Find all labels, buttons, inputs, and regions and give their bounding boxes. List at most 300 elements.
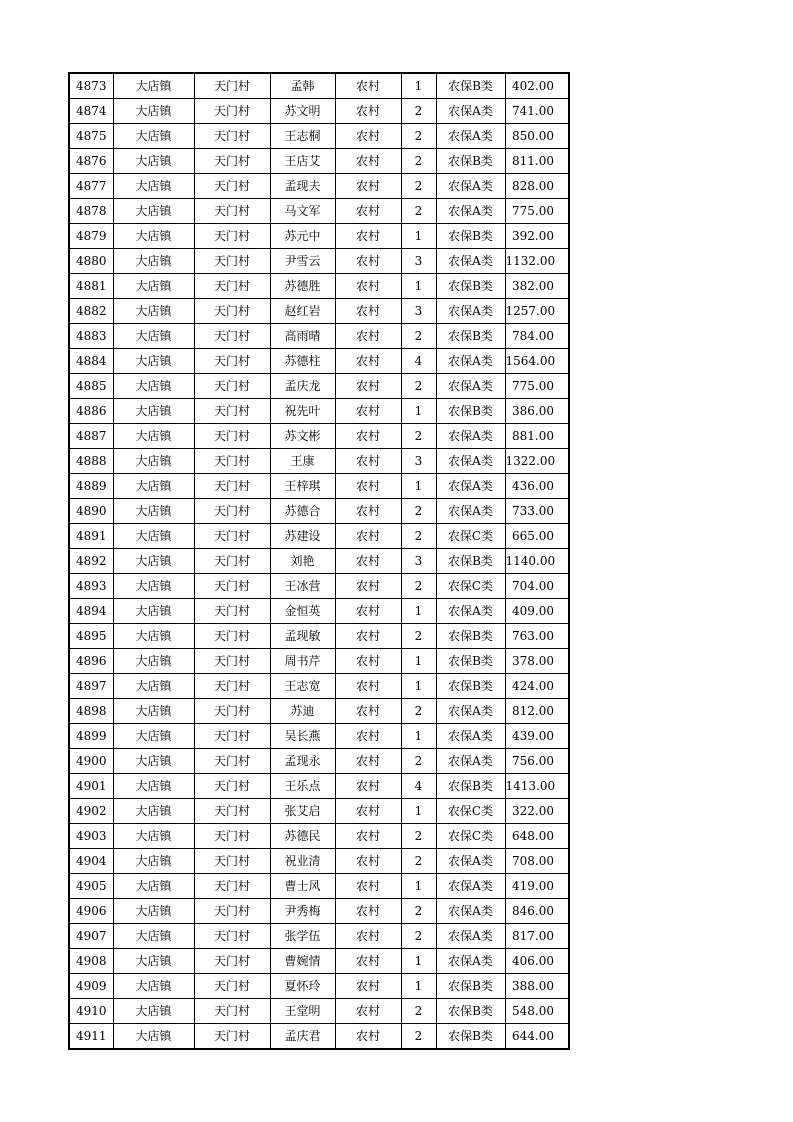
- member-count-cell: 2: [401, 749, 436, 774]
- village-cell: 天门村: [194, 624, 270, 649]
- table-body: [69, 73, 569, 1049]
- name-cell: 孟庆龙: [270, 374, 335, 399]
- table-row: [69, 374, 569, 399]
- name-cell: 苏文彬: [270, 424, 335, 449]
- insurance-class-cell: 农保A类: [436, 849, 505, 874]
- amount-cell: 1140.00: [505, 549, 569, 574]
- household-type-cell: 农村: [335, 449, 401, 474]
- village-cell: 天门村: [194, 224, 270, 249]
- amount-cell: 733.00: [505, 499, 569, 524]
- name-cell: 孟现永: [270, 749, 335, 774]
- village-cell: 天门村: [194, 149, 270, 174]
- village-cell: 天门村: [194, 99, 270, 124]
- household-type-cell: 农村: [335, 524, 401, 549]
- village-cell: 天门村: [194, 874, 270, 899]
- table-row: [69, 674, 569, 699]
- amount-cell: 402.00: [505, 73, 569, 99]
- household-type-cell: 农村: [335, 99, 401, 124]
- town-cell: 大店镇: [113, 174, 194, 199]
- insurance-class-cell: 农保A类: [436, 949, 505, 974]
- row-number-cell: 4879: [69, 224, 113, 249]
- table-row: [69, 324, 569, 349]
- member-count-cell: 2: [401, 849, 436, 874]
- town-cell: 大店镇: [113, 849, 194, 874]
- town-cell: 大店镇: [113, 624, 194, 649]
- town-cell: 大店镇: [113, 324, 194, 349]
- town-cell: 大店镇: [113, 474, 194, 499]
- village-cell: 天门村: [194, 199, 270, 224]
- table-row: [69, 774, 569, 799]
- row-number-cell: 4902: [69, 799, 113, 824]
- name-cell: 苏德柱: [270, 349, 335, 374]
- town-cell: 大店镇: [113, 374, 194, 399]
- row-number-cell: 4899: [69, 724, 113, 749]
- town-cell: 大店镇: [113, 149, 194, 174]
- town-cell: 大店镇: [113, 799, 194, 824]
- household-type-cell: 农村: [335, 824, 401, 849]
- household-type-cell: 农村: [335, 699, 401, 724]
- amount-cell: 388.00: [505, 974, 569, 999]
- household-type-cell: 农村: [335, 924, 401, 949]
- row-number-cell: 4881: [69, 274, 113, 299]
- table-row: [69, 924, 569, 949]
- household-type-cell: 农村: [335, 249, 401, 274]
- amount-cell: 1322.00: [505, 449, 569, 474]
- name-cell: 苏德胜: [270, 274, 335, 299]
- table-row: [69, 974, 569, 999]
- household-type-cell: 农村: [335, 649, 401, 674]
- table-row: [69, 899, 569, 924]
- town-cell: 大店镇: [113, 974, 194, 999]
- amount-cell: 828.00: [505, 174, 569, 199]
- household-type-cell: 农村: [335, 874, 401, 899]
- row-number-cell: 4877: [69, 174, 113, 199]
- village-cell: 天门村: [194, 649, 270, 674]
- name-cell: 王康: [270, 449, 335, 474]
- amount-cell: 784.00: [505, 324, 569, 349]
- household-type-cell: 农村: [335, 724, 401, 749]
- table-row: [69, 624, 569, 649]
- town-cell: 大店镇: [113, 73, 194, 99]
- amount-cell: 409.00: [505, 599, 569, 624]
- table-row: [69, 549, 569, 574]
- table-row: [69, 724, 569, 749]
- row-number-cell: 4888: [69, 449, 113, 474]
- row-number-cell: 4892: [69, 549, 113, 574]
- town-cell: 大店镇: [113, 649, 194, 674]
- amount-cell: 648.00: [505, 824, 569, 849]
- insurance-class-cell: 农保B类: [436, 999, 505, 1024]
- row-number-cell: 4891: [69, 524, 113, 549]
- name-cell: 苏文明: [270, 99, 335, 124]
- amount-cell: 392.00: [505, 224, 569, 249]
- village-cell: 天门村: [194, 799, 270, 824]
- town-cell: 大店镇: [113, 524, 194, 549]
- household-type-cell: 农村: [335, 499, 401, 524]
- town-cell: 大店镇: [113, 599, 194, 624]
- insurance-class-cell: 农保B类: [436, 274, 505, 299]
- insurance-class-cell: 农保A类: [436, 174, 505, 199]
- table-row: [69, 274, 569, 299]
- household-type-cell: 农村: [335, 149, 401, 174]
- table-row: [69, 649, 569, 674]
- member-count-cell: 4: [401, 774, 436, 799]
- amount-cell: 419.00: [505, 874, 569, 899]
- village-cell: 天门村: [194, 574, 270, 599]
- member-count-cell: 4: [401, 349, 436, 374]
- name-cell: 孟庆君: [270, 1024, 335, 1050]
- row-number-cell: 4887: [69, 424, 113, 449]
- village-cell: 天门村: [194, 1024, 270, 1050]
- village-cell: 天门村: [194, 724, 270, 749]
- insurance-class-cell: 农保B类: [436, 649, 505, 674]
- row-number-cell: 4873: [69, 73, 113, 99]
- insurance-class-cell: 农保C类: [436, 574, 505, 599]
- village-cell: 天门村: [194, 274, 270, 299]
- insurance-class-cell: 农保B类: [436, 149, 505, 174]
- insurance-class-cell: 农保C类: [436, 824, 505, 849]
- amount-cell: 708.00: [505, 849, 569, 874]
- insurance-class-cell: 农保C类: [436, 799, 505, 824]
- table-row: [69, 399, 569, 424]
- table-row: [69, 1024, 569, 1050]
- row-number-cell: 4876: [69, 149, 113, 174]
- row-number-cell: 4884: [69, 349, 113, 374]
- insurance-class-cell: 农保A类: [436, 874, 505, 899]
- row-number-cell: 4909: [69, 974, 113, 999]
- village-cell: 天门村: [194, 299, 270, 324]
- member-count-cell: 1: [401, 73, 436, 99]
- name-cell: 高雨晴: [270, 324, 335, 349]
- row-number-cell: 4911: [69, 1024, 113, 1050]
- town-cell: 大店镇: [113, 874, 194, 899]
- insurance-class-cell: 农保B类: [436, 624, 505, 649]
- member-count-cell: 2: [401, 199, 436, 224]
- insurance-class-cell: 农保C类: [436, 524, 505, 549]
- table-row: [69, 849, 569, 874]
- town-cell: 大店镇: [113, 249, 194, 274]
- town-cell: 大店镇: [113, 574, 194, 599]
- row-number-cell: 4898: [69, 699, 113, 724]
- town-cell: 大店镇: [113, 699, 194, 724]
- village-cell: 天门村: [194, 349, 270, 374]
- row-number-cell: 4880: [69, 249, 113, 274]
- village-cell: 天门村: [194, 249, 270, 274]
- village-cell: 天门村: [194, 549, 270, 574]
- table-row: [69, 749, 569, 774]
- row-number-cell: 4874: [69, 99, 113, 124]
- table-row: [69, 199, 569, 224]
- amount-cell: 424.00: [505, 674, 569, 699]
- village-cell: 天门村: [194, 424, 270, 449]
- household-type-cell: 农村: [335, 899, 401, 924]
- town-cell: 大店镇: [113, 399, 194, 424]
- name-cell: 曹婉情: [270, 949, 335, 974]
- name-cell: 苏德民: [270, 824, 335, 849]
- member-count-cell: 1: [401, 874, 436, 899]
- member-count-cell: 2: [401, 149, 436, 174]
- member-count-cell: 2: [401, 374, 436, 399]
- row-number-cell: 4882: [69, 299, 113, 324]
- row-number-cell: 4894: [69, 599, 113, 624]
- table-row: [69, 874, 569, 899]
- member-count-cell: 1: [401, 974, 436, 999]
- insurance-class-cell: 农保B类: [436, 774, 505, 799]
- household-type-cell: 农村: [335, 374, 401, 399]
- household-type-cell: 农村: [335, 999, 401, 1024]
- village-cell: 天门村: [194, 174, 270, 199]
- name-cell: 苏元中: [270, 224, 335, 249]
- town-cell: 大店镇: [113, 899, 194, 924]
- name-cell: 尹雪云: [270, 249, 335, 274]
- amount-cell: 1564.00: [505, 349, 569, 374]
- name-cell: 刘艳: [270, 549, 335, 574]
- name-cell: 王店艾: [270, 149, 335, 174]
- row-number-cell: 4906: [69, 899, 113, 924]
- town-cell: 大店镇: [113, 349, 194, 374]
- amount-cell: 382.00: [505, 274, 569, 299]
- member-count-cell: 1: [401, 599, 436, 624]
- member-count-cell: 1: [401, 474, 436, 499]
- member-count-cell: 1: [401, 274, 436, 299]
- table-row: [69, 949, 569, 974]
- member-count-cell: 2: [401, 899, 436, 924]
- row-number-cell: 4896: [69, 649, 113, 674]
- table-row: [69, 799, 569, 824]
- household-type-cell: 农村: [335, 224, 401, 249]
- row-number-cell: 4900: [69, 749, 113, 774]
- village-cell: 天门村: [194, 899, 270, 924]
- insurance-class-cell: 农保A类: [436, 474, 505, 499]
- village-cell: 天门村: [194, 999, 270, 1024]
- row-number-cell: 4890: [69, 499, 113, 524]
- insurance-class-cell: 农保A类: [436, 424, 505, 449]
- name-cell: 马文军: [270, 199, 335, 224]
- town-cell: 大店镇: [113, 749, 194, 774]
- name-cell: 吴长燕: [270, 724, 335, 749]
- name-cell: 祝先叶: [270, 399, 335, 424]
- member-count-cell: 2: [401, 924, 436, 949]
- village-cell: 天门村: [194, 474, 270, 499]
- data-table: [68, 72, 570, 1050]
- name-cell: 张学伍: [270, 924, 335, 949]
- row-number-cell: 4885: [69, 374, 113, 399]
- row-number-cell: 4893: [69, 574, 113, 599]
- name-cell: 张艾启: [270, 799, 335, 824]
- town-cell: 大店镇: [113, 674, 194, 699]
- amount-cell: 756.00: [505, 749, 569, 774]
- member-count-cell: 2: [401, 999, 436, 1024]
- name-cell: 赵红岩: [270, 299, 335, 324]
- household-type-cell: 农村: [335, 774, 401, 799]
- table-row: [69, 474, 569, 499]
- town-cell: 大店镇: [113, 274, 194, 299]
- amount-cell: 439.00: [505, 724, 569, 749]
- member-count-cell: 2: [401, 124, 436, 149]
- village-cell: 天门村: [194, 849, 270, 874]
- village-cell: 天门村: [194, 824, 270, 849]
- table-row: [69, 149, 569, 174]
- table-row: [69, 999, 569, 1024]
- insurance-class-cell: 农保A类: [436, 924, 505, 949]
- insurance-class-cell: 农保A类: [436, 124, 505, 149]
- insurance-class-cell: 农保A类: [436, 249, 505, 274]
- town-cell: 大店镇: [113, 299, 194, 324]
- name-cell: 苏迪: [270, 699, 335, 724]
- row-number-cell: 4889: [69, 474, 113, 499]
- name-cell: 苏建设: [270, 524, 335, 549]
- table-row: [69, 124, 569, 149]
- member-count-cell: 2: [401, 1024, 436, 1050]
- town-cell: 大店镇: [113, 999, 194, 1024]
- row-number-cell: 4910: [69, 999, 113, 1024]
- table-row: [69, 174, 569, 199]
- town-cell: 大店镇: [113, 549, 194, 574]
- village-cell: 天门村: [194, 599, 270, 624]
- row-number-cell: 4903: [69, 824, 113, 849]
- name-cell: 孟韩: [270, 73, 335, 99]
- row-number-cell: 4883: [69, 324, 113, 349]
- member-count-cell: 1: [401, 224, 436, 249]
- row-number-cell: 4908: [69, 949, 113, 974]
- amount-cell: 817.00: [505, 924, 569, 949]
- name-cell: 周书芹: [270, 649, 335, 674]
- insurance-class-cell: 农保B类: [436, 224, 505, 249]
- village-cell: 天门村: [194, 124, 270, 149]
- insurance-class-cell: 农保A类: [436, 749, 505, 774]
- name-cell: 王志桐: [270, 124, 335, 149]
- amount-cell: 881.00: [505, 424, 569, 449]
- village-cell: 天门村: [194, 449, 270, 474]
- town-cell: 大店镇: [113, 124, 194, 149]
- row-number-cell: 4897: [69, 674, 113, 699]
- village-cell: 天门村: [194, 374, 270, 399]
- table-row: [69, 249, 569, 274]
- table-row: [69, 599, 569, 624]
- table-row: [69, 73, 569, 99]
- member-count-cell: 3: [401, 449, 436, 474]
- insurance-class-cell: 农保A类: [436, 449, 505, 474]
- household-type-cell: 农村: [335, 324, 401, 349]
- village-cell: 天门村: [194, 524, 270, 549]
- amount-cell: 665.00: [505, 524, 569, 549]
- village-cell: 天门村: [194, 699, 270, 724]
- amount-cell: 1132.00: [505, 249, 569, 274]
- member-count-cell: 2: [401, 174, 436, 199]
- name-cell: 王梓琪: [270, 474, 335, 499]
- amount-cell: 644.00: [505, 1024, 569, 1050]
- amount-cell: 1257.00: [505, 299, 569, 324]
- name-cell: 王冰营: [270, 574, 335, 599]
- insurance-class-cell: 农保B类: [436, 1024, 505, 1050]
- member-count-cell: 2: [401, 574, 436, 599]
- village-cell: 天门村: [194, 674, 270, 699]
- town-cell: 大店镇: [113, 924, 194, 949]
- name-cell: 夏怀玲: [270, 974, 335, 999]
- amount-cell: 775.00: [505, 199, 569, 224]
- row-number-cell: 4895: [69, 624, 113, 649]
- insurance-class-cell: 农保A类: [436, 724, 505, 749]
- table-row: [69, 824, 569, 849]
- household-type-cell: 农村: [335, 749, 401, 774]
- table-row: [69, 99, 569, 124]
- amount-cell: 406.00: [505, 949, 569, 974]
- amount-cell: 1413.00: [505, 774, 569, 799]
- insurance-class-cell: 农保A类: [436, 374, 505, 399]
- household-type-cell: 农村: [335, 73, 401, 99]
- household-type-cell: 农村: [335, 799, 401, 824]
- amount-cell: 846.00: [505, 899, 569, 924]
- table-row: [69, 699, 569, 724]
- insurance-class-cell: 农保A类: [436, 199, 505, 224]
- name-cell: 曹士风: [270, 874, 335, 899]
- row-number-cell: 4904: [69, 849, 113, 874]
- household-type-cell: 农村: [335, 674, 401, 699]
- amount-cell: 436.00: [505, 474, 569, 499]
- name-cell: 祝业清: [270, 849, 335, 874]
- name-cell: 孟现敏: [270, 624, 335, 649]
- household-type-cell: 农村: [335, 174, 401, 199]
- member-count-cell: 2: [401, 424, 436, 449]
- household-type-cell: 农村: [335, 399, 401, 424]
- household-type-cell: 农村: [335, 424, 401, 449]
- village-cell: 天门村: [194, 974, 270, 999]
- member-count-cell: 3: [401, 299, 436, 324]
- insurance-class-cell: 农保A类: [436, 699, 505, 724]
- village-cell: 天门村: [194, 324, 270, 349]
- member-count-cell: 1: [401, 399, 436, 424]
- insurance-class-cell: 农保B类: [436, 324, 505, 349]
- insurance-class-cell: 农保A类: [436, 99, 505, 124]
- member-count-cell: 3: [401, 549, 436, 574]
- household-type-cell: 农村: [335, 549, 401, 574]
- village-cell: 天门村: [194, 499, 270, 524]
- row-number-cell: 4886: [69, 399, 113, 424]
- amount-cell: 386.00: [505, 399, 569, 424]
- town-cell: 大店镇: [113, 824, 194, 849]
- household-type-cell: 农村: [335, 624, 401, 649]
- household-type-cell: 农村: [335, 849, 401, 874]
- table-row: [69, 449, 569, 474]
- row-number-cell: 4901: [69, 774, 113, 799]
- insurance-class-cell: 农保B类: [436, 674, 505, 699]
- amount-cell: 812.00: [505, 699, 569, 724]
- table-row: [69, 224, 569, 249]
- household-type-cell: 农村: [335, 124, 401, 149]
- amount-cell: 763.00: [505, 624, 569, 649]
- village-cell: 天门村: [194, 73, 270, 99]
- amount-cell: 811.00: [505, 149, 569, 174]
- town-cell: 大店镇: [113, 224, 194, 249]
- name-cell: 尹秀梅: [270, 899, 335, 924]
- member-count-cell: 2: [401, 99, 436, 124]
- household-type-cell: 农村: [335, 599, 401, 624]
- village-cell: 天门村: [194, 749, 270, 774]
- member-count-cell: 2: [401, 524, 436, 549]
- amount-cell: 378.00: [505, 649, 569, 674]
- member-count-cell: 3: [401, 249, 436, 274]
- town-cell: 大店镇: [113, 1024, 194, 1050]
- household-type-cell: 农村: [335, 349, 401, 374]
- household-type-cell: 农村: [335, 574, 401, 599]
- row-number-cell: 4905: [69, 874, 113, 899]
- member-count-cell: 1: [401, 674, 436, 699]
- household-type-cell: 农村: [335, 199, 401, 224]
- name-cell: 王乐点: [270, 774, 335, 799]
- insurance-class-cell: 农保A类: [436, 599, 505, 624]
- household-type-cell: 农村: [335, 974, 401, 999]
- insurance-class-cell: 农保B类: [436, 549, 505, 574]
